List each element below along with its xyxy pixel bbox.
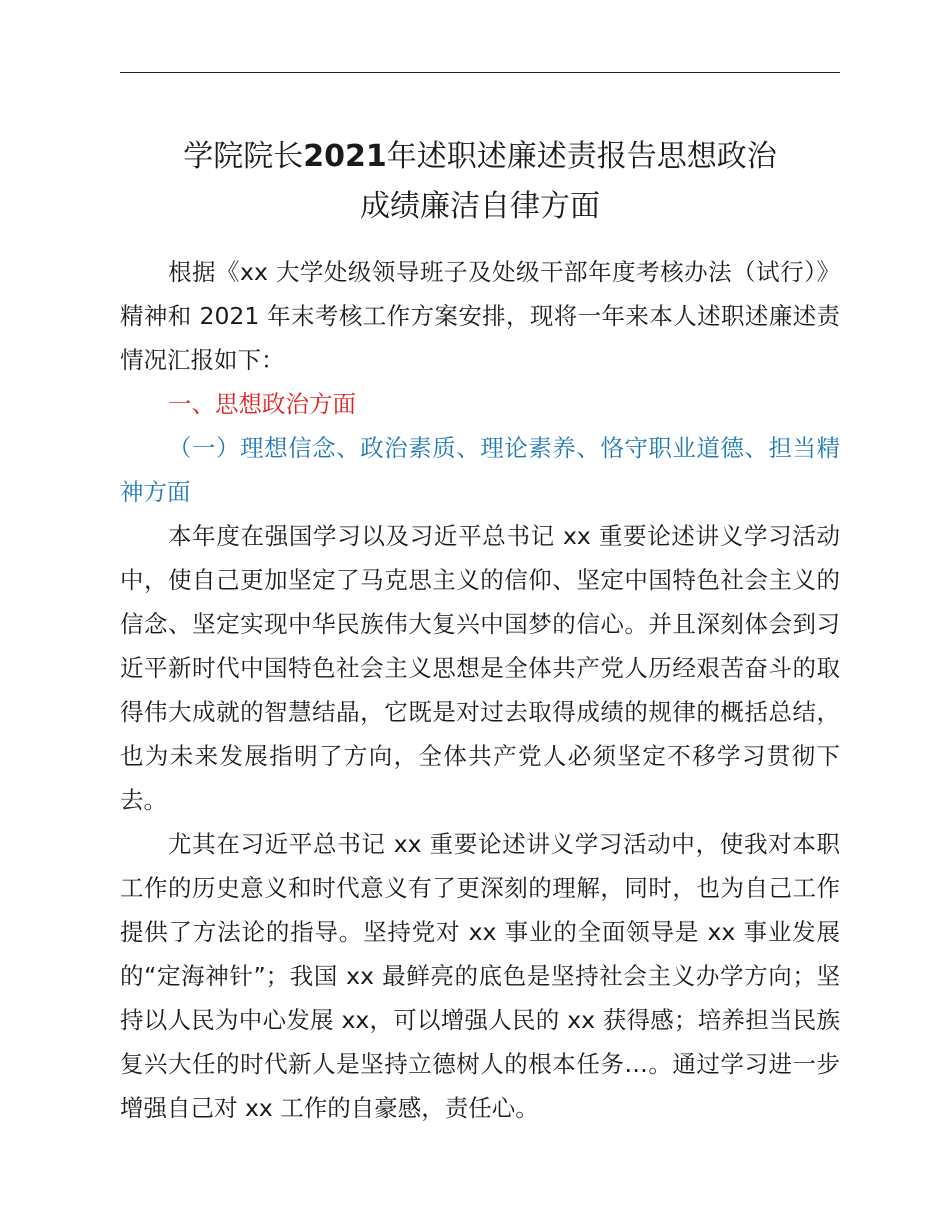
title-line-2: 成绩廉洁自律方面 (360, 189, 600, 224)
intro-paragraph: 根据《xx 大学处级领导班子及处级干部年度考核办法（试行）》精神和 2021 年末考核工作方案安排，现将一年来本人述职述廉述责情况汇报如下： (120, 258, 840, 374)
body-paragraph-2: 尤其在习近平总书记 xx 重要论述讲义学习活动中，使我对本职工作的历史意义和时代意义有了更深刻的理解，同时，也为自己工作提供了方法论的指导。坚持党对 xx 事业的全面领导是 xx 事业发展的“定海神针”；我国 xx 最鲜亮的底色是坚持社会主义办学方向；坚持以人民为中心发展 xx，可以增强人民的 xx 获得感；培养担当民族复兴大任的时代新人是坚持立德树人的根本任务…。通过学习进一步增强自己对 xx 工作的自豪感，责任心。 (120, 830, 840, 1122)
section-heading: 一、思想政治方面 (168, 390, 356, 418)
header-rule (120, 72, 840, 73)
subsection-heading: （一）理想信念、政治素质、理论素养、恪守职业道德、担当精神方面 (120, 434, 840, 506)
document-title (110, 132, 850, 232)
title-line-1: 学院院长2021年述职述廉述责报告思想政治 (183, 139, 777, 174)
body-paragraph-1: 本年度在强国学习以及习近平总书记 xx 重要论述讲义学习活动中，使自己更加坚定了马克思主义的信仰、坚定中国特色社会主义的信念、坚定实现中华民族伟大复兴中国梦的信心。并且深刻体会到习近平新时代中国特色社会主义思想是全体共产党人历经艰苦奋斗的取得伟大成就的智慧结晶，它既是对过去取得成绩的规律的概括总结，也为未来发展指明了方向，全体共产党人必须坚定不移学习贯彻下去。 (120, 522, 840, 814)
document-body (120, 250, 840, 1130)
